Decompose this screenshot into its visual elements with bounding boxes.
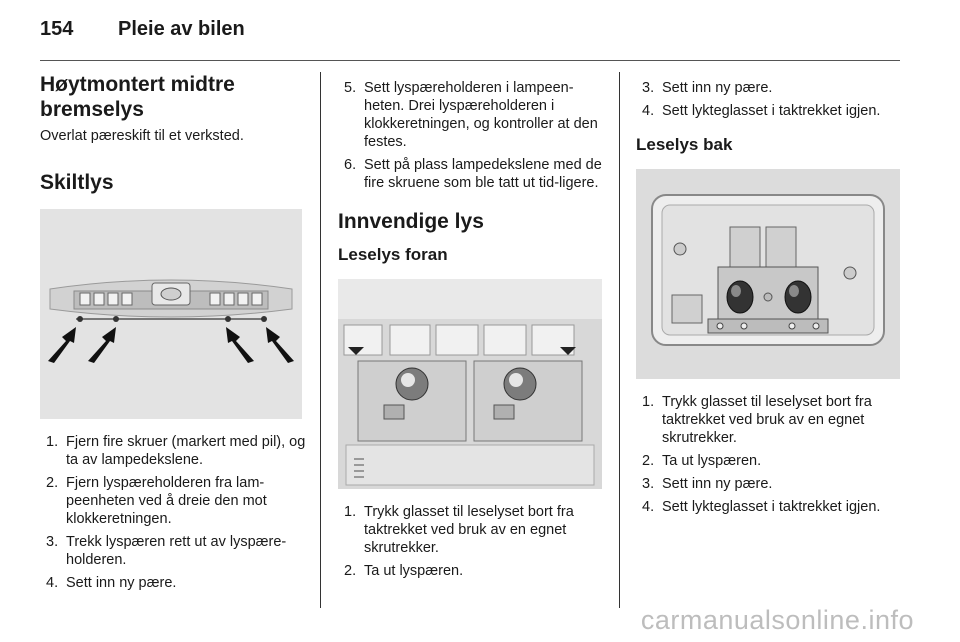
- subsection-heading: Leselys foran: [338, 245, 448, 264]
- section-heading: Innvendige lys: [338, 210, 484, 233]
- list-item: 3. Sett inn ny pære.: [642, 80, 773, 96]
- list-item: 4. Sett lykteglasset i taktrekket igjen.: [642, 499, 881, 515]
- page-header: [40, 18, 245, 48]
- list-item: 4. Sett inn ny pære.: [46, 574, 177, 591]
- header-rule: [40, 60, 900, 61]
- license-light-figure: [40, 209, 302, 419]
- list-item: 1. Trykk glasset til leselyset bort fra taktrekket ved bruk av en egnet skrutrekker.: [344, 504, 574, 556]
- list-item: 1. Trykk glasset til leselyset bort fra taktrekket ved bruk av en egnet skrutrekker.: [642, 394, 872, 446]
- list-item: 3. Trekk lyspæren rett ut av lyspære-holderen.: [46, 533, 287, 568]
- list-item: 1. Fjern fire skruer (markert med pil), og ta av lampedekslene.: [46, 433, 306, 468]
- column-1: [40, 72, 306, 597]
- subsection-heading: Leselys bak: [636, 135, 733, 154]
- procedure-list: [338, 79, 604, 192]
- procedure-list: [40, 433, 306, 592]
- column-3: [636, 79, 902, 521]
- chapter-title: Pleie av bilen: [118, 18, 245, 40]
- page-number: 154: [40, 18, 74, 40]
- column-divider: [619, 72, 620, 608]
- list-item: 2. Fjern lyspæreholderen fra lam-peenheten ved å dreie den mot klokkeretningen.: [46, 474, 267, 527]
- procedure-list: [338, 503, 604, 580]
- note-text: Overlat pæreskift til et verksted.: [40, 128, 244, 144]
- procedure-list: [636, 393, 902, 516]
- column-divider: [320, 72, 321, 608]
- list-item: 2. Ta ut lyspæren.: [344, 563, 464, 579]
- list-item: 3. Sett inn ny pære.: [642, 476, 773, 492]
- column-2: [338, 79, 604, 585]
- list-item: 6. Sett på plass lampedekslene med de fire skruene som ble tatt ut tid-ligere.: [344, 157, 602, 191]
- front-reading-light-figure: [338, 279, 602, 489]
- list-item: 5. Sett lyspæreholderen i lampeen-heten. Drei lyspæreholderen i klokkeretningen, og kontroller at den festes.: [344, 80, 598, 150]
- list-item: 4. Sett lykteglasset i taktrekket igjen.: [642, 103, 881, 119]
- list-item: 2. Ta ut lyspæren.: [642, 453, 762, 469]
- section-heading: Høytmontert midtre bremselys: [40, 73, 235, 121]
- rear-reading-light-figure: [636, 169, 900, 379]
- watermark: carmanualsonline.info: [640, 605, 914, 635]
- section-heading: Skiltlys: [40, 170, 114, 194]
- procedure-list: [636, 79, 902, 120]
